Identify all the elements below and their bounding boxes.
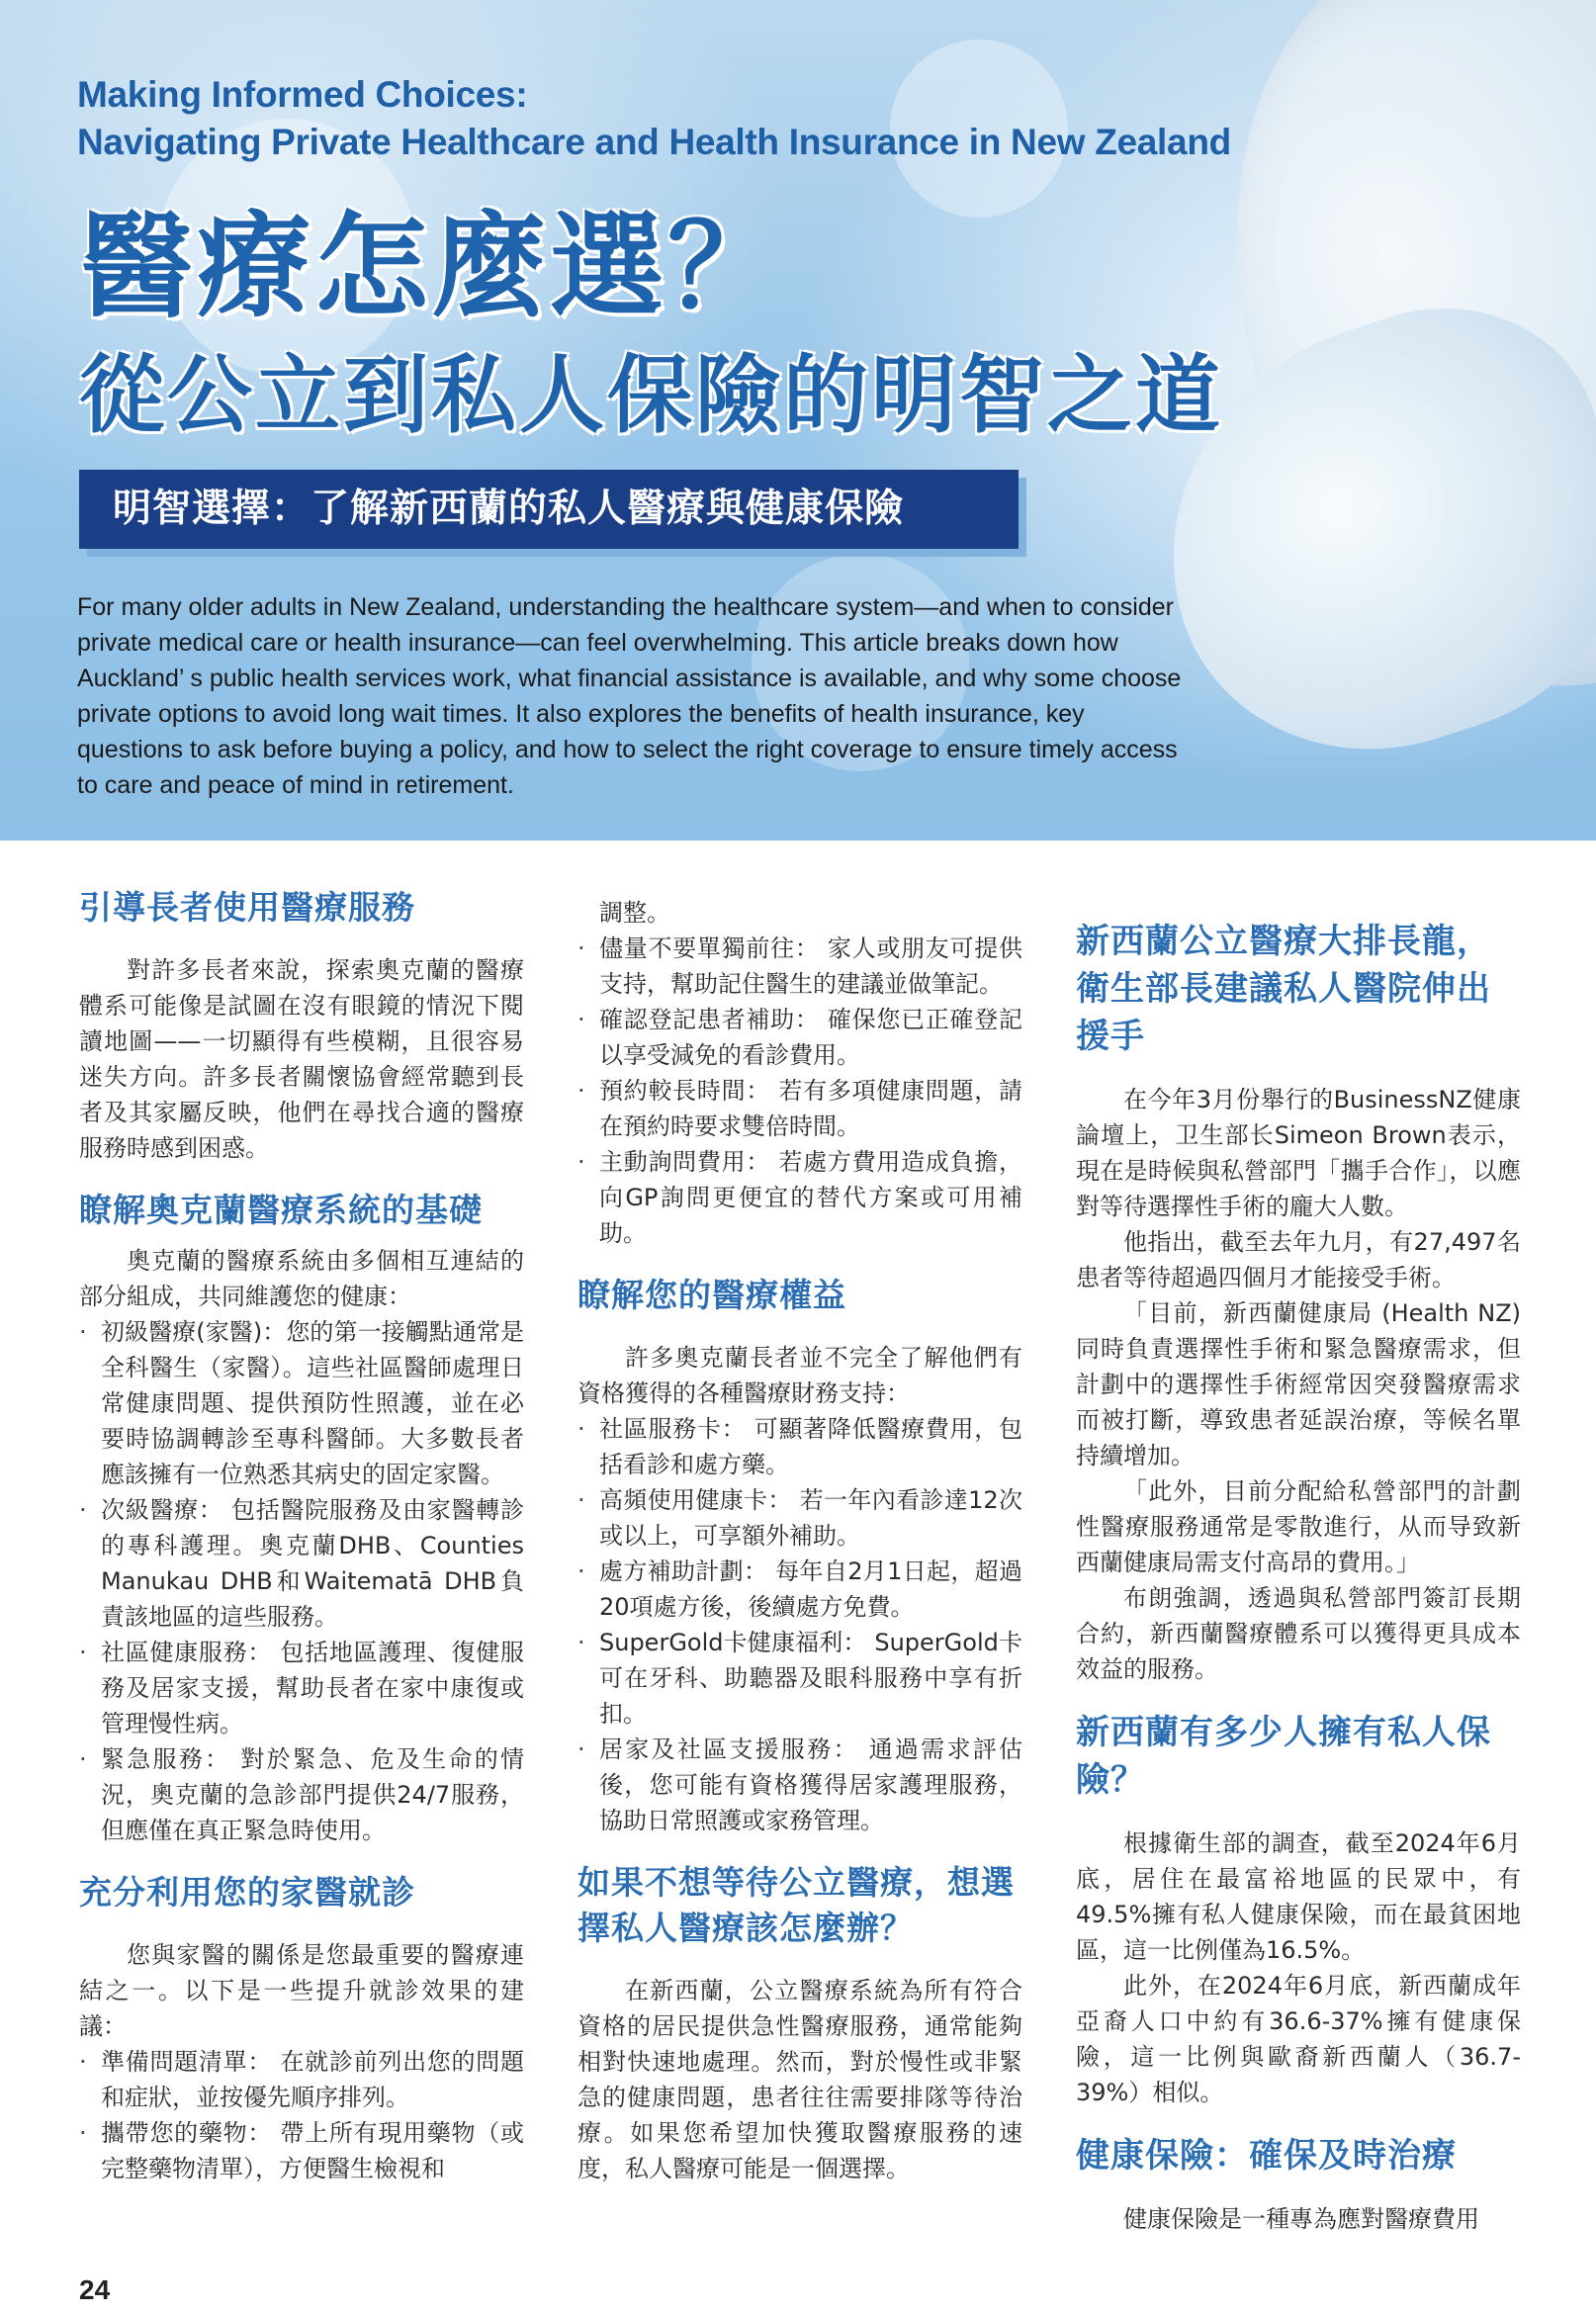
section-banner: 明智選擇：了解新西蘭的私人醫療與健康保險 <box>79 470 1019 549</box>
bullet-list <box>79 2044 524 2186</box>
list-item: · 緊急服務： 對於緊急、危及生命的情況，奧克蘭的急診部門提供24/7服務，但應僅在真正緊急時使用。 <box>79 1741 524 1848</box>
section-heading: 瞭解奧克蘭醫療系統的基礎 <box>79 1191 483 1229</box>
english-title <box>77 71 1264 166</box>
list-item: · 社區健康服務： 包括地區護理、復健服務及居家支援，幫助長者在家中康復或管理慢性病。 <box>79 1635 524 1741</box>
paragraph: 奧克蘭的醫療系統由多個相互連結的部分組成，共同維護您的健康： <box>79 1247 524 1310</box>
column-3 <box>1076 918 1521 2237</box>
section-heading: 如果不想等待公立醫療，想選擇私人醫療該怎麼辦？ <box>577 1863 1015 1947</box>
list-item: · 準備問題清單： 在就診前列出您的問題和症狀，並按優先順序排列。 <box>79 2044 524 2115</box>
paragraph: 「此外，目前分配給私營部門的計劃性醫療服務通常是零散進行，从而导致新西蘭健康局需支付高昂的費用。」 <box>1076 1477 1521 1576</box>
paragraph: 對許多長者來說，探索奧克蘭的醫療體系可能像是試圖在沒有眼鏡的情況下閱讀地圖——一切顯得有些模糊，且很容易迷失方向。許多長者關懷協會經常聽到長者及其家屬反映，他們在尋找合適的醫療服務時感到困惑。 <box>79 956 524 1162</box>
bullet-list <box>79 1314 524 1848</box>
paragraph: 此外，在2024年6月底，新西蘭成年亞裔人口中約有36.6-37%擁有健康保險，這一比例與歐裔新西蘭人（36.7-39%）相似。 <box>1076 1972 1521 2106</box>
bullet-list <box>577 931 1022 1251</box>
hero-section <box>0 0 1596 841</box>
paragraph: 布朗強調，透過與私營部門簽訂長期合約，新西蘭醫療體系可以獲得更具成本效益的服務。 <box>1076 1584 1521 1683</box>
paragraph: 健康保險是一種專為應對醫療費用 <box>1123 2205 1479 2233</box>
list-item: · 初級醫療(家醫)：您的第一接觸點通常是全科醫生（家醫）。這些社區醫師處理日常健康問題、提供預防性照護，並在必要時協調轉診至專科醫師。大多數長者應該擁有一位熟悉其病史的固定家醫。 <box>79 1314 524 1492</box>
list-item: · 儘量不要單獨前往： 家人或朋友可提供支持，幫助記住醫生的建議並做筆記。 <box>577 931 1022 1002</box>
list-item: · 預約較長時間： 若有多項健康問題，請在預約時要求雙倍時間。 <box>577 1073 1022 1144</box>
list-item: · 社區服務卡： 可顯著降低醫療費用，包括看診和處方藥。 <box>577 1411 1022 1482</box>
section-heading: 健康保險：確保及時治療 <box>1076 2136 1457 2176</box>
page-number: 24 <box>79 2274 111 2305</box>
list-item: · 次級醫療： 包括醫院服務及由家醫轉診的專科護理。奧克蘭DHB、Counties Manukau DHB和Waitematā DHB負責該地區的這些服務。 <box>79 1492 524 1635</box>
paragraph: 「目前，新西蘭健康局 (Health NZ) 同時負責選擇性手術和緊急醫療需求，但計劃中的選擇性手術經常因突發醫療需求而被打斷，導致患者延誤治療，等候名單持續增加。 <box>1076 1299 1521 1469</box>
paragraph: 根據衛生部的調查，截至2024年6月底，居住在最富裕地區的民眾中，有49.5%擁有私人健康保險，而在最貧困地區，這一比例僅為16.5%。 <box>1076 1829 1521 1964</box>
paragraph: 許多奧克蘭長者並不完全了解他們有資格獲得的各種醫療財務支持： <box>577 1344 1022 1407</box>
section-heading: 充分利用您的家醫就診 <box>79 1873 415 1912</box>
english-title-line-2: Navigating Private Healthcare and Health Insurance in New Zealand <box>77 122 1231 162</box>
main-title: 醫療怎麼選？ <box>79 201 786 333</box>
list-item: · 主動詢問費用： 若處方費用造成負擔，向GP詢問更便宜的替代方案或可用補助。 <box>577 1144 1022 1251</box>
bullet-list <box>577 1411 1022 1838</box>
english-title-line-1: Making Informed Choices: <box>77 74 528 115</box>
column-1 <box>79 885 524 2186</box>
paragraph: 他指出，截至去年九月，有27,497名患者等待超過四個月才能接受手術。 <box>1076 1228 1521 1291</box>
list-item: · 處方補助計劃： 每年自2月1日起，超過20項處方後，後續處方免費。 <box>577 1554 1022 1625</box>
list-item: · 攜帶您的藥物： 帶上所有現用藥物（或完整藥物清單），方便醫生檢視和 <box>79 2115 524 2186</box>
paragraph: 在今年3月份舉行的BusinessNZ健康論壇上，卫生部长Simeon Brown表示，現在是時候與私營部門「攜手合作」，以應對等待選擇性手術的龐大人數。 <box>1076 1086 1521 1220</box>
intro-paragraph: For many older adults in New Zealand, understanding the healthcare system—and when to consider private medical care or health insurance—can feel overwhelming. This article breaks down how Auckland’ s public health services work, what financial assistance is available, and why some choose private options to avoid long wait times. It also explores the benefits of health insurance, key questions to ask before buying a policy, and how to select the right coverage to ensure timely access to care and peace of mind in retirement. <box>77 593 1182 799</box>
list-item: · SuperGold卡健康福利： SuperGold卡可在牙科、助聽器及眼科服務中享有折扣。 <box>577 1625 1022 1732</box>
section-heading: 瞭解您的醫療權益 <box>577 1276 846 1314</box>
sub-title: 從公立到私人保險的明智之道 <box>79 346 1223 445</box>
paragraph: 在新西蘭，公立醫療系統為所有符合資格的居民提供急性醫療服務，通常能夠相對快速地處理。然而，對於慢性或非緊急的健康問題，患者往往需要排隊等待治療。如果您希望加快獲取醫療服務的速度，私人醫療可能是一個選擇。 <box>577 1977 1022 2182</box>
column-2 <box>577 895 1022 2186</box>
list-item: · 確認登記患者補助： 確保您已正確登記以享受減免的看診費用。 <box>577 1002 1022 1073</box>
section-heading: 引導長者使用醫療服務 <box>79 888 415 927</box>
section-heading: 新西蘭有多少人擁有私人保險？ <box>1076 1713 1491 1800</box>
list-item: · 居家及社區支援服務： 通過需求評估後，您可能有資格獲得居家護理服務，協助日常照護或家務管理。 <box>577 1732 1022 1838</box>
paragraph: 您與家醫的關係是您最重要的醫療連結之一。以下是一些提升就診效果的建議： <box>79 1941 524 2040</box>
continued-text: 調整。 <box>599 899 670 927</box>
section-heading: 新西蘭公立醫療大排長龍，衛生部長建議私人醫院伸出援手 <box>1076 922 1491 1056</box>
list-item: · 高頻使用健康卡： 若一年內看診達12次或以上，可享額外補助。 <box>577 1482 1022 1554</box>
